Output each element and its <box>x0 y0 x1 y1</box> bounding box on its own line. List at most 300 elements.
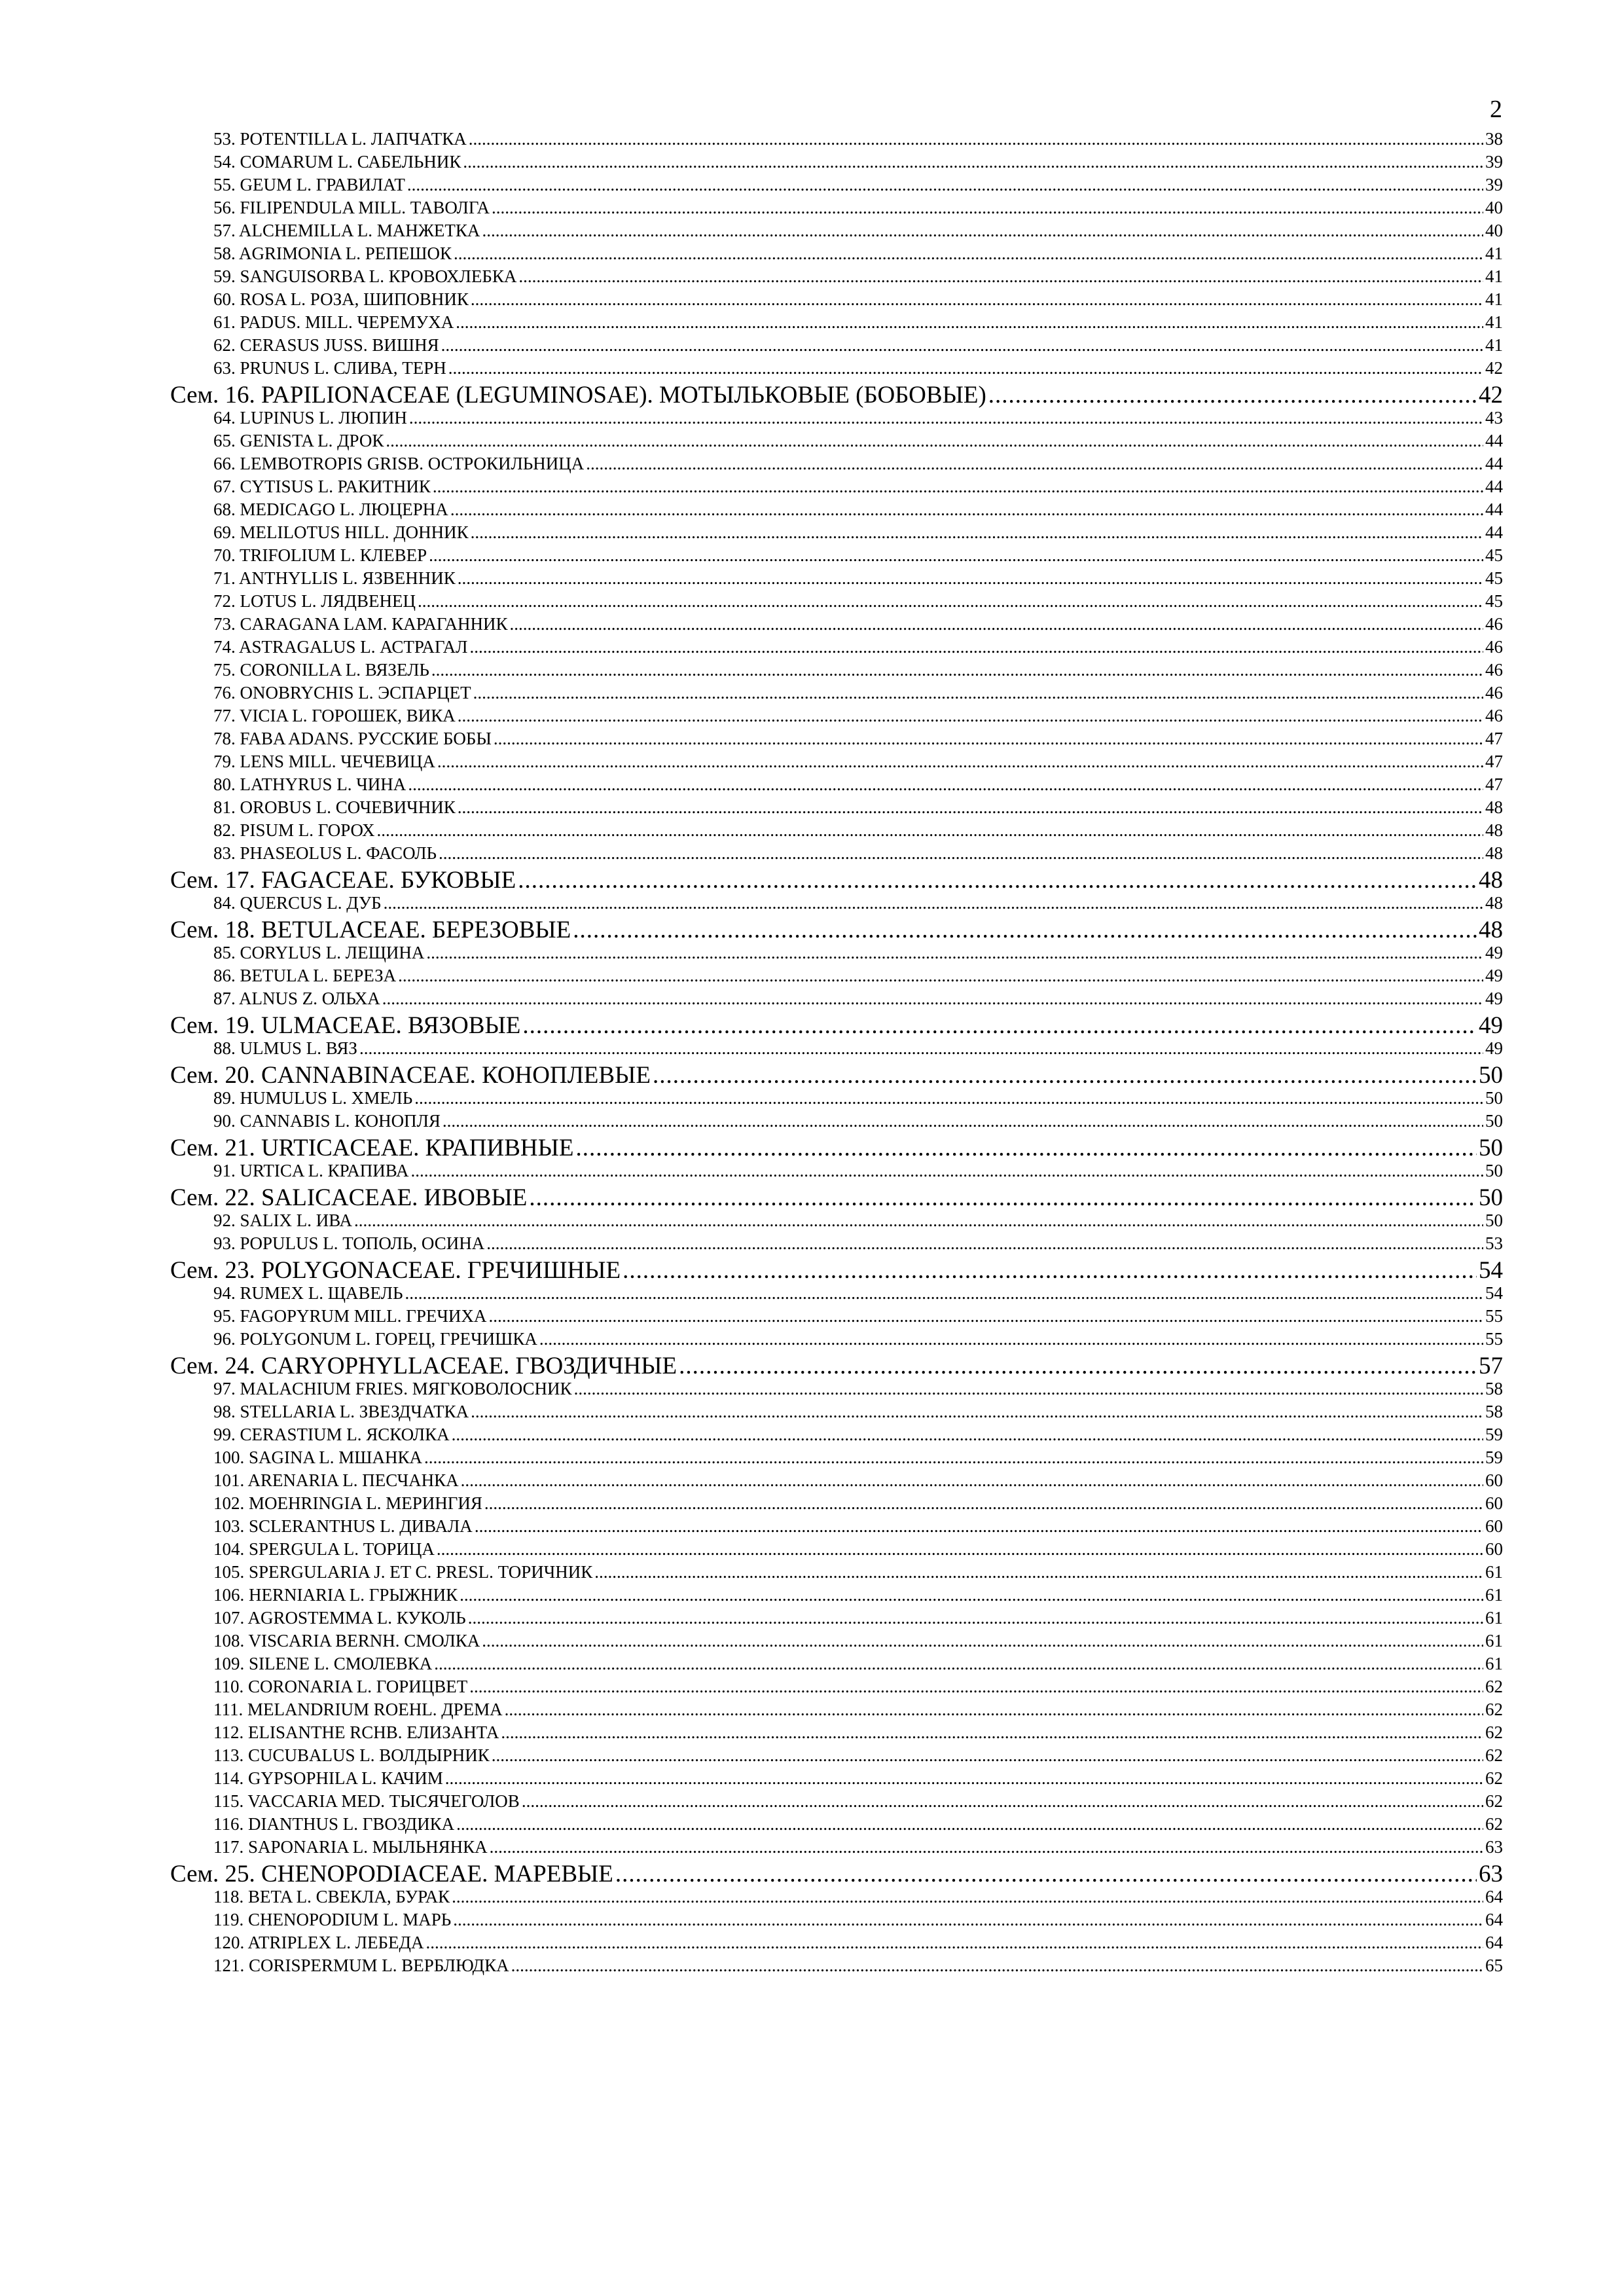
toc-entry-title: 64. LUPINUS L. ЛЮПИН <box>213 408 407 428</box>
dot-leader <box>623 1256 1477 1285</box>
toc-entry-title: 70. TRIFOLIUM L. КЛЕВЕР <box>213 545 427 565</box>
toc-genus-entry[interactable] <box>170 893 1503 916</box>
toc-entry-page: 61 <box>1485 1562 1503 1582</box>
toc-entry-page: 60 <box>1485 1493 1503 1513</box>
dot-leader <box>518 866 1477 894</box>
toc-genus-entry[interactable] <box>170 1402 1503 1425</box>
toc-genus-entry[interactable] <box>170 1379 1503 1402</box>
toc-entry-page: 39 <box>1485 152 1503 172</box>
dot-leader <box>398 966 1483 986</box>
toc-genus-entry[interactable] <box>170 1283 1503 1306</box>
dot-leader <box>452 1887 1483 1907</box>
toc-entry-page: 41 <box>1485 266 1503 286</box>
toc-entry-title: Сем. 23. POLYGONACEAE. ГРЕЧИШНЫЕ <box>170 1257 621 1284</box>
toc-entry-title: Сем. 20. CANNABINACEAE. КОНОПЛЕВЫЕ <box>170 1062 651 1089</box>
page-number: 2 <box>1490 96 1502 123</box>
dot-leader <box>539 1329 1483 1349</box>
toc-family-entry[interactable] <box>170 1061 1503 1088</box>
dot-leader <box>425 1933 1483 1953</box>
dot-leader <box>510 614 1483 634</box>
toc-entry-title: Сем. 17. FAGACEAE. БУКОВЫЕ <box>170 867 516 894</box>
toc-entry-title: 56. FILIPENDULA MILL. ТАВОЛГА <box>213 198 490 217</box>
toc-genus-entry[interactable] <box>170 843 1503 866</box>
toc-genus-entry[interactable] <box>170 1539 1503 1562</box>
toc-entry-title: 84. QUERCUS L. ДУБ <box>213 893 382 913</box>
dot-leader <box>433 477 1483 497</box>
toc-entry-title: 71. ANTHYLLIS L. ЯЗВЕННИК <box>213 568 456 588</box>
toc-entry-title: 99. CERASTIUM L. ЯСКОЛКА <box>213 1425 450 1444</box>
toc-genus-entry[interactable] <box>170 1722 1503 1745</box>
toc-genus-entry[interactable] <box>170 591 1503 614</box>
dot-leader <box>463 152 1483 172</box>
dot-leader <box>458 568 1483 589</box>
toc-genus-entry[interactable] <box>170 989 1503 1011</box>
toc-entry-page: 40 <box>1485 221 1503 240</box>
toc-entry-title: 58. AGRIMONIA L. РЕПЕШОК <box>213 244 452 263</box>
toc-entry-page: 62 <box>1485 1677 1503 1696</box>
toc-genus-entry[interactable] <box>170 1745 1503 1768</box>
dot-leader <box>409 408 1483 428</box>
toc-entry-page: 62 <box>1485 1700 1503 1719</box>
toc-entry-page: 46 <box>1485 683 1503 702</box>
toc-entry-page: 58 <box>1485 1402 1503 1421</box>
toc-entry-page: 41 <box>1485 244 1503 263</box>
toc-entry-page: 40 <box>1485 198 1503 217</box>
toc-entry-page: 45 <box>1485 591 1503 611</box>
toc-genus-entry[interactable] <box>170 966 1503 989</box>
toc-entry-page: 62 <box>1485 1814 1503 1834</box>
toc-entry-title: 66. LEMBOTROPIS GRISB. ОСТРОКИЛЬНИЦА <box>213 454 585 473</box>
toc-entry-title: 78. FABA ADANS. РУССКИЕ БОБЫ <box>213 729 492 748</box>
dot-leader <box>653 1061 1477 1089</box>
toc-family-entry[interactable] <box>170 381 1503 408</box>
toc-entry-title: 60. ROSA L. РОЗА, ШИПОВНИК <box>213 289 469 309</box>
toc-genus-entry[interactable] <box>170 175 1503 198</box>
toc-entry-page: 48 <box>1479 917 1503 943</box>
toc-entry-title: 91. URTICA L. КРАПИВА <box>213 1161 409 1180</box>
toc-entry-title: 72. LOTUS L. ЛЯДВЕНЕЦ <box>213 591 416 611</box>
dot-leader <box>452 1425 1483 1445</box>
toc-entry-title: 118. BETA L. СВЕКЛА, БУРАК <box>213 1887 450 1906</box>
dot-leader <box>437 752 1483 772</box>
toc-family-entry[interactable] <box>170 1860 1503 1887</box>
dot-leader <box>407 175 1483 195</box>
toc-entry-page: 44 <box>1485 454 1503 473</box>
toc-genus-entry[interactable] <box>170 1088 1503 1111</box>
toc-genus-entry[interactable] <box>170 1768 1503 1791</box>
toc-entry-title: Сем. 18. BETULACEAE. БЕРЕЗОВЫЕ <box>170 917 571 943</box>
dot-leader <box>456 1814 1483 1834</box>
toc-entry-title: 105. SPERGULARIA J. ET C. PRESL. ТОРИЧНИК <box>213 1562 593 1582</box>
dot-leader <box>454 244 1483 264</box>
toc-entry-title: 110. CORONARIA L. ГОРИЦВЕТ <box>213 1677 468 1696</box>
toc-family-entry[interactable] <box>170 866 1503 893</box>
toc-genus-entry[interactable] <box>170 1585 1503 1608</box>
toc-genus-entry[interactable] <box>170 1306 1503 1329</box>
toc-entry-title: 96. POLYGONUM L. ГОРЕЦ, ГРЕЧИШКА <box>213 1329 537 1349</box>
toc-entry-title: 116. DIANTHUS L. ГВОЗДИКА <box>213 1814 455 1834</box>
toc-entry-title: 59. SANGUISORBA L. КРОВОХЛЕБКА <box>213 266 517 286</box>
toc-genus-entry[interactable] <box>170 614 1503 637</box>
dot-leader <box>460 1585 1483 1605</box>
toc-entry-title: 114. GYPSOPHILA L. КАЧИМ <box>213 1768 443 1788</box>
toc-entry-page: 50 <box>1485 1111 1503 1131</box>
toc-entry-title: 90. CANNABIS L. КОНОПЛЯ <box>213 1111 441 1131</box>
toc-entry-page: 60 <box>1485 1470 1503 1490</box>
toc-entry-title: 81. OROBUS L. СОЧЕВИЧНИК <box>213 797 456 817</box>
dot-leader <box>586 454 1483 474</box>
toc-entry-title: 102. MOEHRINGIA L. МЕРИНГИЯ <box>213 1493 482 1513</box>
dot-leader <box>475 1516 1483 1537</box>
toc-entry-page: 60 <box>1485 1539 1503 1559</box>
toc-entry-page: 50 <box>1479 1062 1503 1089</box>
dot-leader <box>386 431 1483 451</box>
toc-entry-page: 50 <box>1479 1135 1503 1161</box>
toc-entry-page: 61 <box>1485 1608 1503 1628</box>
dot-leader <box>486 1233 1483 1254</box>
dot-leader <box>469 1677 1483 1697</box>
toc-family-entry[interactable] <box>170 1184 1503 1211</box>
toc-entry-title: 101. ARENARIA L. ПЕСЧАНКА <box>213 1470 459 1490</box>
toc-genus-entry[interactable] <box>170 545 1503 568</box>
toc-entry-page: 62 <box>1485 1722 1503 1742</box>
toc-genus-entry[interactable] <box>170 1111 1503 1134</box>
toc-entry-page: 49 <box>1485 989 1503 1008</box>
toc-entry-page: 44 <box>1485 477 1503 496</box>
toc-entry-title: 62. CERASUS JUSS. ВИШНЯ <box>213 335 439 355</box>
dot-leader <box>411 1161 1483 1181</box>
toc-entry-page: 49 <box>1479 1012 1503 1039</box>
toc-entry-title: 53. POTENTILLA L. ЛАПЧАТКА <box>213 129 467 149</box>
toc-family-entry[interactable] <box>170 1134 1503 1161</box>
toc-entry-title: 97. MALACHIUM FRIES. МЯГКОВОЛОСНИК <box>213 1379 572 1398</box>
dot-leader <box>424 1448 1483 1468</box>
toc-entry-title: 87. ALNUS Z. ОЛЬХА <box>213 989 380 1008</box>
toc-entry-page: 58 <box>1485 1379 1503 1398</box>
toc-entry-page: 46 <box>1485 614 1503 634</box>
dot-leader <box>384 893 1483 913</box>
toc-entry-title: 68. MEDICAGO L. ЛЮЦЕРНА <box>213 500 448 519</box>
toc-genus-entry[interactable] <box>170 1608 1503 1631</box>
toc-genus-entry[interactable] <box>170 1910 1503 1933</box>
dot-leader <box>505 1700 1483 1720</box>
toc-genus-entry[interactable] <box>170 1233 1503 1256</box>
toc-entry-title: 117. SAPONARIA L. МЫЛЬНЯНКА <box>213 1837 488 1857</box>
dot-leader <box>437 1539 1483 1559</box>
toc-entry-page: 57 <box>1479 1353 1503 1379</box>
dot-leader <box>471 522 1483 543</box>
dot-leader <box>576 1134 1477 1162</box>
toc-entry-page: 46 <box>1485 637 1503 657</box>
toc-genus-entry[interactable] <box>170 266 1503 289</box>
toc-entry-title: 63. PRUNUS L. СЛИВА, ТЕРН <box>213 358 446 378</box>
toc-genus-entry[interactable] <box>170 1448 1503 1470</box>
toc-entry-title: 57. ALCHEMILLA L. МАНЖЕТКА <box>213 221 480 240</box>
toc-entry-page: 48 <box>1479 867 1503 894</box>
toc-entry-title: 79. LENS MILL. ЧЕЧЕВИЦА <box>213 752 435 771</box>
toc-genus-entry[interactable] <box>170 1161 1503 1184</box>
dot-leader <box>354 1211 1483 1231</box>
toc-entry-title: 119. CHENOPODIUM L. МАРЬ <box>213 1910 452 1929</box>
toc-entry-title: Сем. 22. SALICACEAE. ИВОВЫЕ <box>170 1184 528 1211</box>
toc-entry-page: 42 <box>1479 382 1503 409</box>
dot-leader <box>529 1184 1477 1212</box>
toc-entry-title: 98. STELLARIA L. ЗВЕЗДЧАТКА <box>213 1402 469 1421</box>
toc-entry-page: 50 <box>1485 1088 1503 1108</box>
toc-entry-title: 95. FAGOPYRUM MILL. ГРЕЧИХА <box>213 1306 487 1326</box>
dot-leader <box>418 591 1483 611</box>
toc-genus-entry[interactable] <box>170 408 1503 431</box>
toc-genus-entry[interactable] <box>170 820 1503 843</box>
toc-entry-title: 67. CYTISUS L. РАКИТНИК <box>213 477 431 496</box>
dot-leader <box>522 1791 1483 1812</box>
toc-entry-page: 38 <box>1485 129 1503 149</box>
dot-leader <box>492 198 1483 218</box>
toc-genus-entry[interactable] <box>170 477 1503 500</box>
dot-leader <box>573 916 1477 944</box>
dot-leader <box>456 312 1483 333</box>
dot-leader <box>442 1111 1483 1131</box>
toc-genus-entry[interactable] <box>170 1211 1503 1233</box>
toc-entry-title: 92. SALIX L. ИВА <box>213 1211 353 1230</box>
toc-family-entry[interactable] <box>170 1352 1503 1379</box>
toc-entry-title: Сем. 21. URTICACEAE. КРАПИВНЫЕ <box>170 1135 574 1161</box>
toc-entry-title: 74. ASTRAGALUS L. АСТРАГАЛ <box>213 637 468 657</box>
toc-entry-title: 108. VISCARIA BERNH. СМОЛКА <box>213 1631 480 1650</box>
dot-leader <box>414 1088 1483 1108</box>
toc-genus-entry[interactable] <box>170 1470 1503 1493</box>
toc-entry-title: 55. GEUM L. ГРАВИЛАТ <box>213 175 405 194</box>
dot-leader <box>574 1379 1483 1399</box>
toc-genus-entry[interactable] <box>170 454 1503 477</box>
toc-genus-entry[interactable] <box>170 1654 1503 1677</box>
toc-entry-page: 64 <box>1485 1887 1503 1906</box>
toc-genus-entry[interactable] <box>170 1677 1503 1700</box>
dot-leader <box>490 1837 1483 1857</box>
toc-entry-page: 54 <box>1479 1257 1503 1284</box>
dot-leader <box>434 1654 1483 1674</box>
toc-entry-page: 48 <box>1485 797 1503 817</box>
toc-entry-page: 64 <box>1485 1933 1503 1952</box>
dot-leader <box>679 1352 1477 1380</box>
toc-genus-entry[interactable] <box>170 244 1503 266</box>
table-of-contents <box>170 129 1503 1978</box>
toc-entry-title: 100. SAGINA L. МШАНКА <box>213 1448 423 1467</box>
dot-leader <box>458 706 1483 726</box>
toc-entry-title: 115. VACCARIA MED. ТЫСЯЧЕГОЛОВ <box>213 1791 520 1811</box>
toc-entry-page: 44 <box>1485 500 1503 519</box>
toc-genus-entry[interactable] <box>170 522 1503 545</box>
dot-leader <box>458 797 1483 818</box>
toc-entry-title: 113. CUCUBALUS L. ВОЛДЫРНИК <box>213 1745 490 1765</box>
toc-entry-page: 39 <box>1485 175 1503 194</box>
toc-entry-title: 121. CORISPERMUM L. ВЕРБЛЮДКА <box>213 1956 509 1975</box>
dot-leader <box>522 1011 1477 1040</box>
toc-genus-entry[interactable] <box>170 706 1503 729</box>
toc-genus-entry[interactable] <box>170 431 1503 454</box>
toc-genus-entry[interactable] <box>170 129 1503 152</box>
toc-family-entry[interactable] <box>170 1256 1503 1283</box>
toc-entry-title: 89. HUMULUS L. ХМЕЛЬ <box>213 1088 413 1108</box>
toc-entry-title: 103. SCLERANTHUS L. ДИВАЛА <box>213 1516 473 1536</box>
dot-leader <box>484 1493 1483 1514</box>
toc-entry-title: 94. RUMEX L. ЩАВЕЛЬ <box>213 1283 403 1303</box>
toc-entry-page: 42 <box>1485 358 1503 378</box>
toc-genus-entry[interactable] <box>170 1516 1503 1539</box>
toc-entry-page: 45 <box>1485 568 1503 588</box>
dot-leader <box>471 289 1483 310</box>
dot-leader <box>376 820 1483 841</box>
toc-genus-entry[interactable] <box>170 752 1503 774</box>
toc-entry-page: 48 <box>1485 843 1503 863</box>
toc-genus-entry[interactable] <box>170 943 1503 966</box>
toc-entry-page: 63 <box>1485 1837 1503 1857</box>
toc-genus-entry[interactable] <box>170 358 1503 381</box>
toc-genus-entry[interactable] <box>170 335 1503 358</box>
toc-entry-title: 106. HERNIARIA L. ГРЫЖНИК <box>213 1585 458 1605</box>
toc-entry-title: 112. ELISANTHE RCHB. ЕЛИЗАНТА <box>213 1722 499 1742</box>
toc-entry-page: 54 <box>1485 1283 1503 1303</box>
dot-leader <box>494 729 1483 749</box>
toc-genus-entry[interactable] <box>170 797 1503 820</box>
toc-entry-page: 41 <box>1485 335 1503 355</box>
toc-genus-entry[interactable] <box>170 1887 1503 1910</box>
toc-entry-page: 48 <box>1485 820 1503 840</box>
toc-entry-title: 107. AGROSTEMMA L. КУКОЛЬ <box>213 1608 466 1628</box>
dot-leader <box>426 943 1483 963</box>
dot-leader <box>469 637 1483 657</box>
toc-entry-page: 53 <box>1485 1233 1503 1253</box>
toc-entry-title: 83. PHASEOLUS L. ФАСОЛЬ <box>213 843 437 863</box>
toc-entry-title: 77. VICIA L. ГОРОШЕК, ВИКА <box>213 706 456 725</box>
toc-genus-entry[interactable] <box>170 637 1503 660</box>
toc-family-entry[interactable] <box>170 1011 1503 1038</box>
toc-entry-page: 63 <box>1479 1861 1503 1887</box>
toc-entry-page: 62 <box>1485 1745 1503 1765</box>
toc-entry-title: 88. ULMUS L. ВЯЗ <box>213 1038 357 1058</box>
toc-entry-title: Сем. 16. PAPILIONACEAE (LEGUMINOSAE). МОТЫЛЬКОВЫЕ (БОБОВЫЕ) <box>170 382 986 409</box>
toc-genus-entry[interactable] <box>170 1562 1503 1585</box>
toc-entry-page: 61 <box>1485 1654 1503 1673</box>
dot-leader <box>469 129 1483 149</box>
toc-entry-title: 111. MELANDRIUM ROEHL. ДРЕМА <box>213 1700 503 1719</box>
toc-entry-title: 93. POPULUS L. ТОПОЛЬ, ОСИНА <box>213 1233 485 1253</box>
toc-entry-title: 120. ATRIPLEX L. ЛЕБЕДА <box>213 1933 424 1952</box>
toc-entry-title: 75. CORONILLA L. ВЯЗЕЛЬ <box>213 660 429 680</box>
toc-genus-entry[interactable] <box>170 198 1503 221</box>
dot-leader <box>431 660 1483 680</box>
toc-entry-page: 49 <box>1485 1038 1503 1058</box>
toc-entry-page: 50 <box>1485 1161 1503 1180</box>
toc-genus-entry[interactable] <box>170 289 1503 312</box>
toc-entry-page: 44 <box>1485 522 1503 542</box>
toc-entry-page: 50 <box>1485 1211 1503 1230</box>
toc-genus-entry[interactable] <box>170 1631 1503 1654</box>
toc-genus-entry[interactable] <box>170 774 1503 797</box>
toc-genus-entry[interactable] <box>170 660 1503 683</box>
toc-entry-page: 59 <box>1485 1425 1503 1444</box>
toc-entry-page: 47 <box>1485 729 1503 748</box>
toc-genus-entry[interactable] <box>170 1837 1503 1860</box>
toc-genus-entry[interactable] <box>170 1814 1503 1837</box>
dot-leader <box>429 545 1483 566</box>
toc-genus-entry[interactable] <box>170 312 1503 335</box>
toc-genus-entry[interactable] <box>170 1933 1503 1956</box>
dot-leader <box>615 1860 1477 1888</box>
dot-leader <box>453 1910 1483 1930</box>
dot-leader <box>468 1608 1483 1628</box>
toc-genus-entry[interactable] <box>170 1791 1503 1814</box>
toc-genus-entry[interactable] <box>170 1700 1503 1722</box>
toc-entry-page: 62 <box>1485 1768 1503 1788</box>
toc-genus-entry[interactable] <box>170 500 1503 522</box>
toc-entry-page: 60 <box>1485 1516 1503 1536</box>
toc-entry-page: 55 <box>1485 1306 1503 1326</box>
toc-entry-title: 82. PISUM L. ГОРОХ <box>213 820 375 840</box>
toc-entry-title: 76. ONOBRYCHIS L. ЭСПАРЦЕТ <box>213 683 471 702</box>
toc-genus-entry[interactable] <box>170 1329 1503 1352</box>
toc-genus-entry[interactable] <box>170 1038 1503 1061</box>
toc-entry-title: Сем. 25. CHENOPODIACEAE. МАРЕВЫЕ <box>170 1861 613 1887</box>
toc-entry-title: 85. CORYLUS L. ЛЕЩИНА <box>213 943 425 962</box>
toc-genus-entry[interactable] <box>170 152 1503 175</box>
toc-entry-page: 48 <box>1485 893 1503 913</box>
toc-entry-page: 47 <box>1485 752 1503 771</box>
dot-leader <box>405 1283 1483 1303</box>
toc-entry-page: 50 <box>1479 1184 1503 1211</box>
dot-leader <box>482 1631 1483 1651</box>
toc-entry-page: 47 <box>1485 774 1503 794</box>
toc-family-entry[interactable] <box>170 916 1503 943</box>
toc-entry-page: 43 <box>1485 408 1503 428</box>
toc-genus-entry[interactable] <box>170 1493 1503 1516</box>
toc-entry-page: 61 <box>1485 1585 1503 1605</box>
dot-leader <box>408 774 1483 795</box>
toc-genus-entry[interactable] <box>170 221 1503 244</box>
dot-leader <box>448 358 1483 378</box>
toc-genus-entry[interactable] <box>170 1425 1503 1448</box>
toc-entry-title: 69. MELILOTUS HILL. ДОННИК <box>213 522 469 542</box>
toc-entry-page: 46 <box>1485 660 1503 680</box>
dot-leader <box>501 1722 1483 1743</box>
toc-entry-title: 65. GENISTA L. ДРОК <box>213 431 384 450</box>
toc-entry-title: 104. SPERGULA L. ТОРИЦА <box>213 1539 435 1559</box>
toc-entry-page: 41 <box>1485 312 1503 332</box>
toc-entry-page: 55 <box>1485 1329 1503 1349</box>
dot-leader <box>382 989 1483 1009</box>
toc-genus-entry[interactable] <box>170 1956 1503 1978</box>
dot-leader <box>471 1402 1483 1422</box>
toc-entry-title: 73. CARAGANA LAM. КАРАГАННИК <box>213 614 508 634</box>
toc-entry-page: 49 <box>1485 966 1503 985</box>
dot-leader <box>594 1562 1483 1582</box>
toc-entry-title: Сем. 19. ULMACEAE. ВЯЗОВЫЕ <box>170 1012 521 1039</box>
dot-leader <box>461 1470 1483 1491</box>
toc-entry-page: 49 <box>1485 943 1503 962</box>
dot-leader <box>473 683 1483 703</box>
dot-leader <box>511 1956 1483 1976</box>
toc-entry-title: 61. PADUS. MILL. ЧЕРЕМУХА <box>213 312 454 332</box>
toc-entry-page: 59 <box>1485 1448 1503 1467</box>
dot-leader <box>518 266 1483 287</box>
toc-entry-page: 62 <box>1485 1791 1503 1811</box>
dot-leader <box>450 500 1483 520</box>
toc-genus-entry[interactable] <box>170 568 1503 591</box>
toc-genus-entry[interactable] <box>170 729 1503 752</box>
toc-genus-entry[interactable] <box>170 683 1503 706</box>
toc-entry-title: 80. LATHYRUS L. ЧИНА <box>213 774 406 794</box>
toc-entry-page: 64 <box>1485 1910 1503 1929</box>
